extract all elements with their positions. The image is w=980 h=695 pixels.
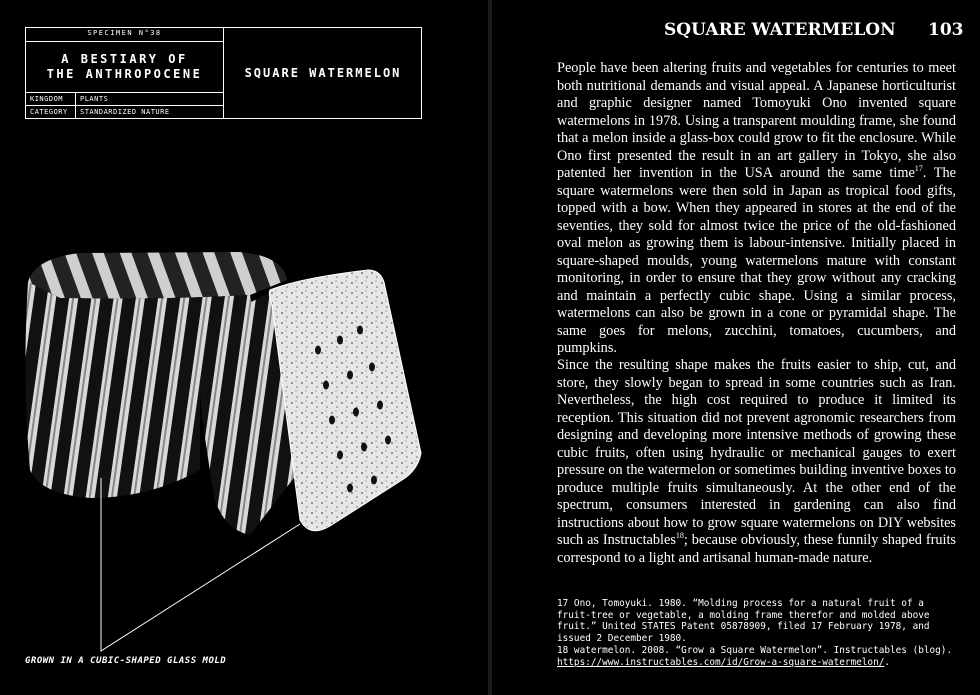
series-title: A BESTIARY OF THE ANTHROPOCENE xyxy=(46,52,203,81)
category-label: CATEGORY xyxy=(30,108,68,116)
running-title: SQUARE WATERMELON xyxy=(664,20,896,40)
body-paragraph xyxy=(557,60,956,358)
paragraph-text: Since the resulting shape makes the fruits easier to ship, cut, and store, they slowly began to spread in some countries such as Iran. Nevertheless, the high cost required to produce it limited its reception. This situation did not prevent agronomic researchers from designing and developing more intensive methods of growing these cubic fruits, often using hydraulic or mechanical gauges to exert pressure on the watermelon or sometimes building inventive boxes to produce multiple fruits simultaneously. At the other end of the spectrum, consumers interested in gardening can also find instructions about how to grow square watermelons on DIY websites such as Instructables xyxy=(557,357,956,548)
body-paragraph xyxy=(557,357,956,567)
right-page xyxy=(492,0,980,695)
figure-caption: GROWN IN A CUBIC-SHAPED GLASS MOLD xyxy=(25,656,227,666)
specimen-number: SPECIMEN N°38 xyxy=(87,29,162,37)
paragraph-text: . The square watermelons were then sold in Japan as tropical food gifts, topped with a bow. When they appeared in stores at the end of the seventies, they sold for almost twice the price of the old-fashioned oval melon as growing them is labour-intensive. Initially placed in square-shaped moulds, young watermelons mature with constant monitoring, in order to ensure that they grow without any cracking and maintain a perfectly cubic shape. Using a similar process, watermelons can also be grown in a cone or pyramidal shape. The same goes for melons, zucchini, tomatoes, cucumbers, and pumpkins. xyxy=(557,165,956,356)
footnote-text: 18 watermelon. 2008. “Grow a Square Watermelon”. Instructables (blog). xyxy=(557,644,953,656)
page-number: 103 xyxy=(928,20,964,40)
left-page xyxy=(0,0,488,695)
footnote-ref[interactable]: 17 xyxy=(914,164,923,174)
footnote-ref[interactable]: 18 xyxy=(675,531,684,541)
footnote-17: 17 Ono, Tomoyuki. 1980. “Molding process for a natural fruit of a fruit-tree or vegetable, a molding frame therefor and molded above fruit.” United STATES Patent 05878909, filed 17 February 1978, and issued 2 December 1980. xyxy=(557,598,930,645)
paragraph-text: People have been altering fruits and vegetables for centuries to meet both nutritional demands and visual appeal. A Japanese horticulturist and graphic designer named Tomoyuki Ono invented square watermelons in 1978. Using a transparent moulding frame, she found that a melon inside a glass-box could grow to fit the enclosure. While Ono first presented the result in an art gallery in Tokyo, she also patented her invention in the USA around the same time xyxy=(557,60,956,181)
specimen-title: SQUARE WATERMELON xyxy=(244,66,402,80)
paragraph-text: ; because obviously, these funnily shaped fruits correspond to a light and artisanal human-made nature. xyxy=(557,532,956,566)
kingdom-value: PLANTS xyxy=(80,95,109,103)
kingdom-label: KINGDOM xyxy=(30,95,64,103)
footnotes xyxy=(557,598,962,668)
footnote-link[interactable]: https://www.instructables.com/id/Grow-a-square-watermelon/ xyxy=(557,656,885,668)
category-value: STANDARDIZED NATURE xyxy=(80,108,170,116)
footnote-18 xyxy=(557,645,962,668)
footnote-end: . xyxy=(884,656,891,668)
square-watermelon-illustration xyxy=(0,0,488,695)
